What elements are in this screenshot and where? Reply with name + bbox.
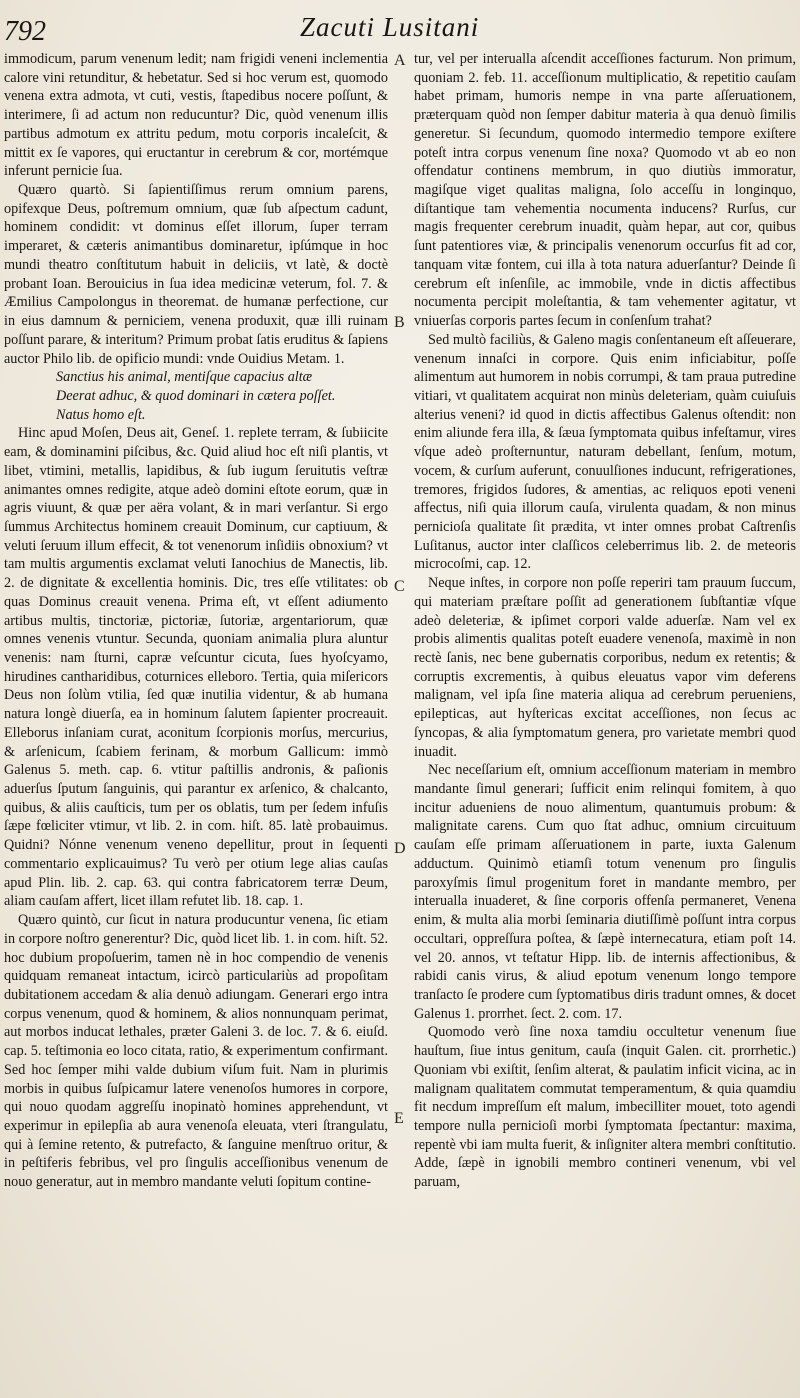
margin-marker-a: A (394, 52, 406, 69)
margin-marker-c: C (394, 578, 405, 595)
left-paragraph-4: Quæro quintò, cur ſicut in natura producuntur venena, ſic etiam in corpore noſtro generentur? Dic, quòd licet lib. 1. in com. hiſt. 52. hoc dubium propoſuerim, tamen nè in hoc compendio de venenis quidquam remaneat intactum, icircò particulariùs ad propoſitam dubitationem accedam & alia denuò adiungam. Generari ergo intra corpus venenum, quod & hominem, & alios nonnunquam perimat, aut morbos inducat lethales, præter Galeni 3. de loc. 7. & 6. eiuſd. cap. 5. teſtimonia eo loco citata, ratio, & experimentum confirmant. Sed hoc ſemper mihi valde dubium viſum fuit. Nam in plurimis morbis in quibus ſuſpicamur latere venenoſos humores in corpore, qui nouo quodam aggreſſu inopinatò homines apprehendunt, vt experimur in epilepſia ab aura venenoſa eleuata, vteri ſtrangulatu, qui à ſemine retento, & putrefacto, & ſanguine menſtruo oritur, & in peſtiferis febribus, vel pro ſingulis acceſſionibus venenum de nouo generatur, aut in membro mandante veluti ſopitum contine- (4, 912, 388, 1191)
right-column (414, 50, 796, 1390)
right-paragraph-1: tur, vel per interualla aſcendit acceſſiones facturum. Non primum, quoniam 2. feb. 11. acceſſionum multiplicatio, & repetitio cauſam habet primam, humoris nempe in vna parte aſſeruationem, præterquam quòd non ſemper dabitur materia à qua denuò ſimilis generetur. Si ſecundum, quomodo intermedio tempore exiſtere poteſt intra corpus venenum ſine noxa? Quomodo vt ab eo non offendatur continens membrum, in quo diutiùs immoratur, magiſque viget qualitas maligna, ſolo acceſſu in longinquo, diſtantique tam vehementia nocumenta inducens? Rurſus, cur magis frequenter cerebrum inuadit, quàm hepar, aut cor, quibus ſunt patentiores viæ, & principalis venenorum occurſus fit ad cor, tanquam vitæ fontem, cui illa à tota natura aduerſantur? Deinde ſi cerebrum eſt inſenſile, ac immobile, vnde in dictis affectibus nocumenta percipit moleſtantia, & tam vehementer agitatur, vt vniuerſas corporis partes ſecum in conſenſum trahat? (414, 51, 796, 330)
left-paragraph-3: Hinc apud Moſen, Deus ait, Geneſ. 1. replete terram, & ſubiicite eam, & dominamini piſcibus, &c. Quid aliud hoc eſt niſi plantis, vt libet, vtimini, metallis, lapidibus, & ſub iugum ſeruitutis veſtræ animantes omnes redigite, atque adeò domini eſtote eorum, quæ in agris viuunt, & quæ per aëra volant, & in mari verſantur. Si ergo ſummus Architectus hominem creauit Dominum, cur captiuum, & veluti ſeruum illum effecit, & tot venenorum inſidiis obnoxium? vt tam multis argumentis exclamat veluti Ianochius de Manectis, lib. 2. de dignitate & excellentia hominis. Dic, tres eſſe vtilitates: ob quas Dominus creauit venena. Prima eſt, vt eſſent adiumento artibus multis, tinctoriæ, pictoriæ, ſutoriæ, argentariorum, quæ omnes venenis vtuntur. Secunda, quoniam animalia plura aluntur venenis: nam ſturni, capræ veſcuntur cicuta, ſues hyoſcyamo, hirudines cantharidibus, coturnices elleboro. Tertia, quia miſericors Deus non ſolùm vtilia, ſed quæ inutilia videntur, & ab humana natura longè diuerſa, ea in hominum ſalutem ſapienter procreauit. Elleborus inſaniam curat, aconitum ſcorpionis morſus, mercurius, & arſenicum, ſcabiem ferinam, & morbum Gallicum: immò Galenus 5. meth. cap. 6. vtitur paſtillis andronis, & paſionis aduerſus ſputum ſanguinis, qui parantur ex arſenico, & chalcanto, quibus, & aliis cauſticis, tum per os oblatis, tum per ſedem infuſis ſæpe fœliciter vtimur, vt lib. 2. in com. hiſt. 85. latè probauimus. Quidni? Nónne venenum veneno depellitur, prout in ſequenti commentario explicauimus? Tu verò per otium lege alias cauſas apud Plin. lib. 2. cap. 63. qui contra fabricatorem terræ Deum, aliam cauſam affert, licet illam refutet lib. 18. cap. 1. (4, 425, 388, 910)
margin-marker-b: B (394, 314, 405, 331)
page-number: 792 (4, 16, 46, 47)
running-title: Zacuti Lusitani (300, 12, 480, 42)
right-paragraph-4: Nec neceſſarium eſt, omnium acceſſionum materiam in membro mandante ſimul generari; ſufficit enim relinqui fomitem, à quo incitur adueniens de nouo alimentum, quantumuis probum: & malignitate carens. Cum quo ſtat adhuc, omnium circuituum cauſam eſſe primam aſſeruationem in parte, iuxta Galenum adductum. Quinimò etiamſi totum venenum pro ſingulis paroxyſmis ſimul progenitum foret in mandante membro, per interualla inuaderet, & ſine corporis offenſa permaneret, Venena enim, & multa alia morbi ſeminaria diutiſſimè poſſunt intra corpus occultari, oppreſſura poſtea, & ſæpè internecatura, etiam poſt 14. vel 20. annos, vt teſtatur Hipp. lib. de internis affectionibus, & rabidi canis virus, & aliud epotum venenum longo tempore tranſacto ſe prodere cum ſyptomatibus diris tradunt omnes, & docet Galenus 1. prorrhet. ſect. 2. com. 17. (414, 762, 796, 1022)
left-paragraph-2: Quæro quartò. Si ſapientiſſimus rerum omnium parens, opifexque Deus, poſtremum omnium, quæ ſub aſpectum cadunt, hominem condidit: vt dominus eſſet illorum, ſuper terram imperaret, & cæteris animantibus dominaretur, ipſúmque in hoc mundi theatro conſtitutum habuit in deliciis, vt latè, & doctè probant Ioan. Berouicius in ſua idea medicinæ veterum, fol. 7. & Æmilius Campolongus in theoremat. de humanæ perfectione, cur in eius damnum & perniciem, venena produxit, quæ illi ruinam poſſunt parare, & interitum? Primum probat ſatis eruditus & ſapiens auctor Philo lib. de opificio mundi: vnde Ouidius Metam. 1. (4, 182, 388, 367)
verse-line-3: Natus homo eſt. (56, 406, 146, 423)
left-paragraph-1: immodicum, parum venenum ledit; nam frigidi veneni inclementia calore vini retunditur, & hebetatur. Sed si hoc verum est, quomodo venena extra admota, vt cuti, vestis, ſtapedibus nocere poſſunt, & interimere, ſi ad actum non reducuntur? Dic, quòd venenum illis partibus admotum ex attritu pedum, motu corporis incaleſcit, & mittit ex ſe vapores, qui eructantur in cerebrum & cor, mortémque inferunt pernicie ſua. (4, 51, 388, 180)
right-paragraph-3: Neque inſtes, in corpore non poſſe reperiri tam prauum ſuccum, qui materiam præſtare poſſit ad generationem ſubſtantiæ vſque adeò deleteriæ, & ipſimet corpori valde aduerſæ. Nam vel ex probis alimentis qualitas poteſt euadere venenoſa, maximè in non rectè ſanis, nec bene gubernatis corporibus, nedum ex retentis; & corruptis excrementis, à quibus eleuatus vapor vim deferens malignam, vel ipſa ſine materia aliqua ad cerebrum perueniens, epilepticas, aut hyſtericas excitat acceſſiones, non ſecus ac ſyncopas, & alia ſymptomatum genera, pro varietate membri quod inuadit. (414, 575, 796, 760)
right-paragraph-2: Sed multò faciliùs, & Galeno magis conſentaneum eſt aſſeuerare, venenum innaſci in corpore. Quis enim inficiabitur, poſſe alimentum aut humorem in nobis corrumpi, & tam praua putredine vitiari, vt qualitatem acquirat non minùs deleteriam, quàm cuiuſuis alterius veneni? id quod in dictis affectibus Galenus oſtendit: non enim aliunde fera illa, & ſæua ſymptomata quibus infeſtamur, vires vſque adeò proſternuntur, naturam debellant, ſenſum, motum, vocem, & curſum auferunt, conuulſiones inducunt, refrigerationes, tremores, frigidos ſudores, & amentias, ac reliquos epoti veneni affectus, niſi quia illorum cauſa, virulenta quadam, & non minus pernicioſa qualitate ſit prædita, vt inter omnes probat Caſtrenſis Luſitanus, auctor inter claſſicos celeberrimus lib. 2. de meteoris microcoſmi, cap. 12. (414, 331, 796, 573)
margin-marker-d: D (394, 840, 406, 857)
page-header (0, 6, 800, 48)
verse-line-1: Sanctius his animal, mentiſque capacius altæ (56, 369, 313, 386)
right-paragraph-5: Quomodo verò ſine noxa tamdiu occultetur venenum ſiue hauſtum, ſiue intus genitum, cauſa (inquit Galen. cit. prorrhetic.) Quoniam vbi exiſtit, ſenſim alterat, & paulatim inficit vicina, ac in malignam qualitatem commutat temperamentum, & quia quamdiu fit necdum impreſſum eſt malum, imbecilliter mouet, toto agendi tempore nulla pernicioſi morbi ſymptomata ſpectantur: maxima, repentè vbi iam multa fuerit, & inſigniter altera membri conſtitutio. Adde, ſæpè in ignobili membro contineri venenum, vbi vel paruam, (414, 1024, 796, 1191)
verse-line-2: Deerat adhuc, & quod dominari in cætera poſſet. (56, 387, 336, 404)
margin-marker-e: E (394, 1110, 404, 1127)
left-column (4, 50, 388, 1390)
